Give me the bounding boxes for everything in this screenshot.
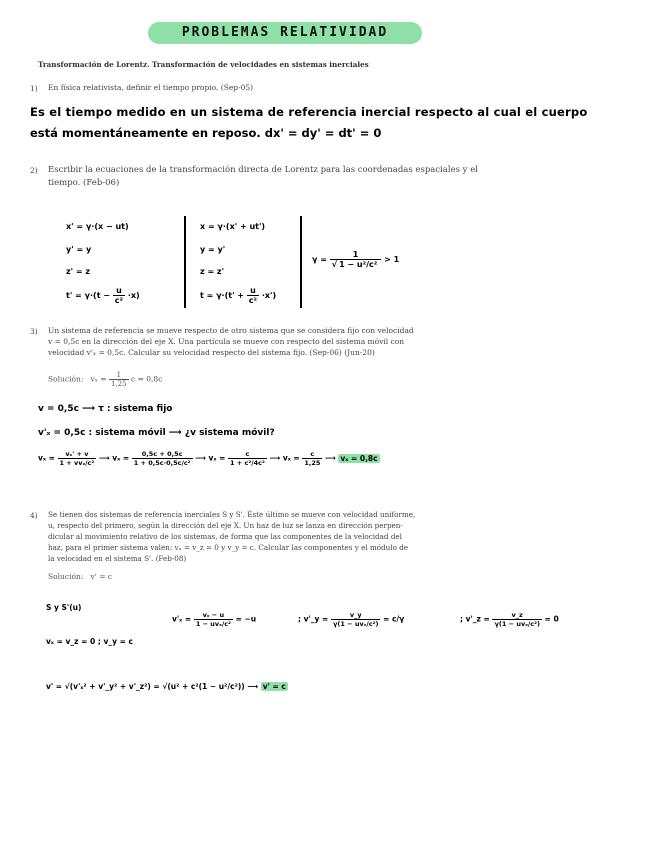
- gamma-den: √ 1 − u²/c²: [331, 260, 378, 269]
- q4-text-line5: la velocidad en el sistema S'. (Feb-08): [48, 554, 187, 563]
- q1-text: En física relativista, definir el tiempo propio. (Sep-05): [48, 83, 254, 92]
- q4-text: [48, 509, 415, 564]
- gamma-tail: > 1: [384, 255, 400, 264]
- q2-left-eq-t-tail: ·x): [127, 291, 140, 300]
- q4-vx-den: 1 − uvₓ/c²: [195, 620, 231, 628]
- q3-chain-den: 1 + vvₓ/c²: [59, 459, 95, 467]
- q2-left-eq-t: [66, 286, 140, 305]
- divider-line: [300, 216, 302, 308]
- q2-right-eq-t-tail: ·x'): [261, 291, 277, 300]
- q3-final-answer: vₓ = 0,8c: [340, 453, 378, 463]
- q3-chain-frac: [58, 450, 97, 467]
- q4-solution: [48, 572, 112, 581]
- q3-chain-num: vₓ' + v: [58, 450, 97, 459]
- q3-chain-num: c: [228, 450, 267, 459]
- q3-chain-den: 1 + 0,5c·0,5c/c²: [133, 459, 191, 467]
- divider-line: [184, 216, 186, 308]
- q4-hand-line1: S y S'(u): [46, 603, 82, 612]
- q4-text-line1: Se tienen dos sistemas de referencia inerciales S y S'. Éste último se mueve con velocidad uniforme,: [48, 510, 416, 519]
- q4-solution-value: v' = c: [90, 572, 113, 581]
- q4-vz-lhs: ; v'_z =: [460, 614, 490, 624]
- q2-text: [48, 164, 478, 190]
- q1-number: 1): [30, 84, 38, 93]
- q2-left-frac: [113, 286, 125, 305]
- q2-right-frac-num: u: [247, 286, 259, 296]
- q3-solution: [48, 371, 162, 388]
- q3-solution-num: 1: [109, 371, 129, 380]
- q4-vz-frac: [492, 611, 541, 628]
- q2-right-eq-t-head: t = γ·(t' +: [200, 291, 247, 300]
- gamma-frac: [330, 250, 382, 269]
- q3-chain-lhs: ⟶ vₓ =: [195, 453, 226, 463]
- q3-solution-frac: [109, 371, 129, 388]
- q2-right-frac: [247, 286, 259, 305]
- q2-right-eq-t: [200, 286, 276, 305]
- q2-left-eq-y: y' = y: [66, 245, 92, 254]
- q1-answer-line2: está momentáneamente en reposo. dx' = dy' = dt' = 0: [30, 126, 382, 140]
- q4-modulus: [46, 682, 288, 691]
- q4-vz-rhs: = 0: [544, 614, 559, 624]
- q4-vz-den: γ(1 − uvₓ/c²): [494, 620, 540, 628]
- q4-final-answer: v' = c: [262, 682, 286, 691]
- gamma-definition: [312, 250, 399, 269]
- q4-solution-label: Solución:: [48, 572, 84, 581]
- q4-modulus-expr: v' = √(v'ₓ² + v'_y² + v'_z²) = √(u² + c²(1 − u²/c²)) ⟶: [46, 682, 259, 691]
- q4-vy: [298, 611, 404, 628]
- q3-chain: vₓ = $\frac{\text{vₓ' + v}}{\text{1 + vvₓ/c²}}$ ⟶ vₓ = $\frac{0,5c + 0,5c}{\text{1 + 0,5c·0,5c/c²}}$ ⟶ vₓ = $\frac{c}{\text{1 + c²/4c²}}$ ⟶ vₓ = $\frac{c}{1,25}$ ⟶ vₓ = 0,8c: [38, 450, 378, 467]
- q2-right-eq-y: y = y': [200, 245, 226, 254]
- q4-hand-line2: vₓ = v_z = 0 ; v_y = c: [46, 637, 133, 646]
- q1-answer-line1: Es el tiempo medido en un sistema de referencia inercial respecto al cual el cuerpo: [30, 105, 588, 119]
- q4-vy-num: v_y: [331, 611, 380, 620]
- q3-solution-den: 1,25: [111, 380, 127, 388]
- q4-vx: [172, 611, 256, 628]
- gamma-den-radicand: 1 − u²/c²: [339, 260, 378, 269]
- q3-chain-den: 1,25: [304, 459, 321, 467]
- q4-text-line4: haz, para el primer sistema valen: vₓ = v_z = 0 y v_y = c. Calcular las componentes y el módulo de: [48, 543, 409, 552]
- q4-text-line3: dicular al movimiento relativo de los sistemas, de forma que las componentes de la velocidad del: [48, 532, 402, 541]
- q2-right-frac-den: c²: [248, 296, 258, 305]
- q3-chain-lhs: ⟶ vₓ =: [269, 453, 300, 463]
- gamma-num: 1: [330, 250, 382, 260]
- q2-right-eq-z: z = z': [200, 267, 225, 276]
- q3-hand-line2: v'ₓ = 0,5c : sistema móvil ⟶ ¿v sistema móvil?: [38, 428, 275, 438]
- q3-solution-lhs: vₓ =: [90, 374, 107, 384]
- q2-left-frac-num: u: [113, 286, 125, 296]
- q4-vy-lhs: ; v'_y =: [298, 614, 329, 624]
- q4-vz-num: v_z: [492, 611, 541, 620]
- q3-text-line2: v = 0,5c en la dirección del eje X. Una partícula se mueve con respecto del sistema móvil con: [48, 337, 405, 346]
- q2-text-line1: Escribir la ecuaciones de la transformación directa de Lorentz para las coordenadas espaciales y el: [48, 165, 478, 175]
- q4-text-line2: u, respecto del primero, según la dirección del eje X. Un haz de luz se lanza en dirección perpen-: [48, 521, 403, 530]
- q3-text-line1: Un sistema de referencia se mueve respecto de otro sistema que se considera fijo con velocidad: [48, 326, 414, 335]
- q3-chain-frac: [228, 450, 267, 467]
- gamma-prefix: γ =: [312, 255, 327, 264]
- page-title: PROBLEMAS RELATIVIDAD: [181, 25, 389, 40]
- q3-text-line3: velocidad v'ₓ = 0,5c. Calcular su velocidad respecto del sistema fijo. (Sep-06) (Jun-20): [48, 348, 375, 357]
- q4-vx-rhs: = −u: [235, 614, 257, 624]
- q4-vy-frac: [331, 611, 380, 628]
- q3-text: [48, 325, 414, 358]
- q2-left-frac-den: c²: [114, 296, 124, 305]
- q3-hand-line1: v = 0,5c ⟶ τ : sistema fijo: [38, 404, 173, 414]
- q2-number: 2): [30, 166, 38, 175]
- q4-vy-den: γ(1 − uvₓ/c²): [332, 620, 379, 628]
- q2-left-eq-t-head: t' = γ·(t −: [66, 291, 113, 300]
- q4-number: 4): [30, 511, 38, 520]
- q4-vy-rhs: = c/γ: [383, 614, 405, 624]
- q2-right-eq-x: x = γ·(x' + ut'): [200, 222, 266, 231]
- q3-number: 3): [30, 327, 38, 336]
- q3-chain-num: 0,5c + 0,5c: [132, 450, 193, 459]
- q2-text-line2: tiempo. (Feb-06): [48, 178, 120, 188]
- q2-left-eq-z: z' = z: [66, 267, 91, 276]
- q3-chain-den: 1 + c²/4c²: [230, 459, 265, 467]
- q4-vx-frac: [194, 611, 233, 628]
- q4-vx-lhs: v'ₓ =: [172, 614, 192, 624]
- q3-chain-num: c: [302, 450, 322, 459]
- q4-vx-num: vₓ − u: [194, 611, 233, 620]
- q3-chain-frac: [132, 450, 193, 467]
- q3-chain-lhs: vₓ =: [38, 453, 55, 463]
- q4-vz: [460, 611, 559, 628]
- q3-chain-lhs: ⟶ vₓ =: [98, 453, 130, 463]
- q3-solution-rhs: c = 0,8c: [130, 374, 163, 384]
- q3-solution-label: Solución:: [48, 374, 84, 384]
- section-heading: Transformación de Lorentz. Transformación de velocidades en sistemas inerciales: [38, 60, 369, 69]
- q2-left-eq-x: x' = γ·(x − ut): [66, 222, 129, 231]
- q3-chain-frac: [302, 450, 322, 467]
